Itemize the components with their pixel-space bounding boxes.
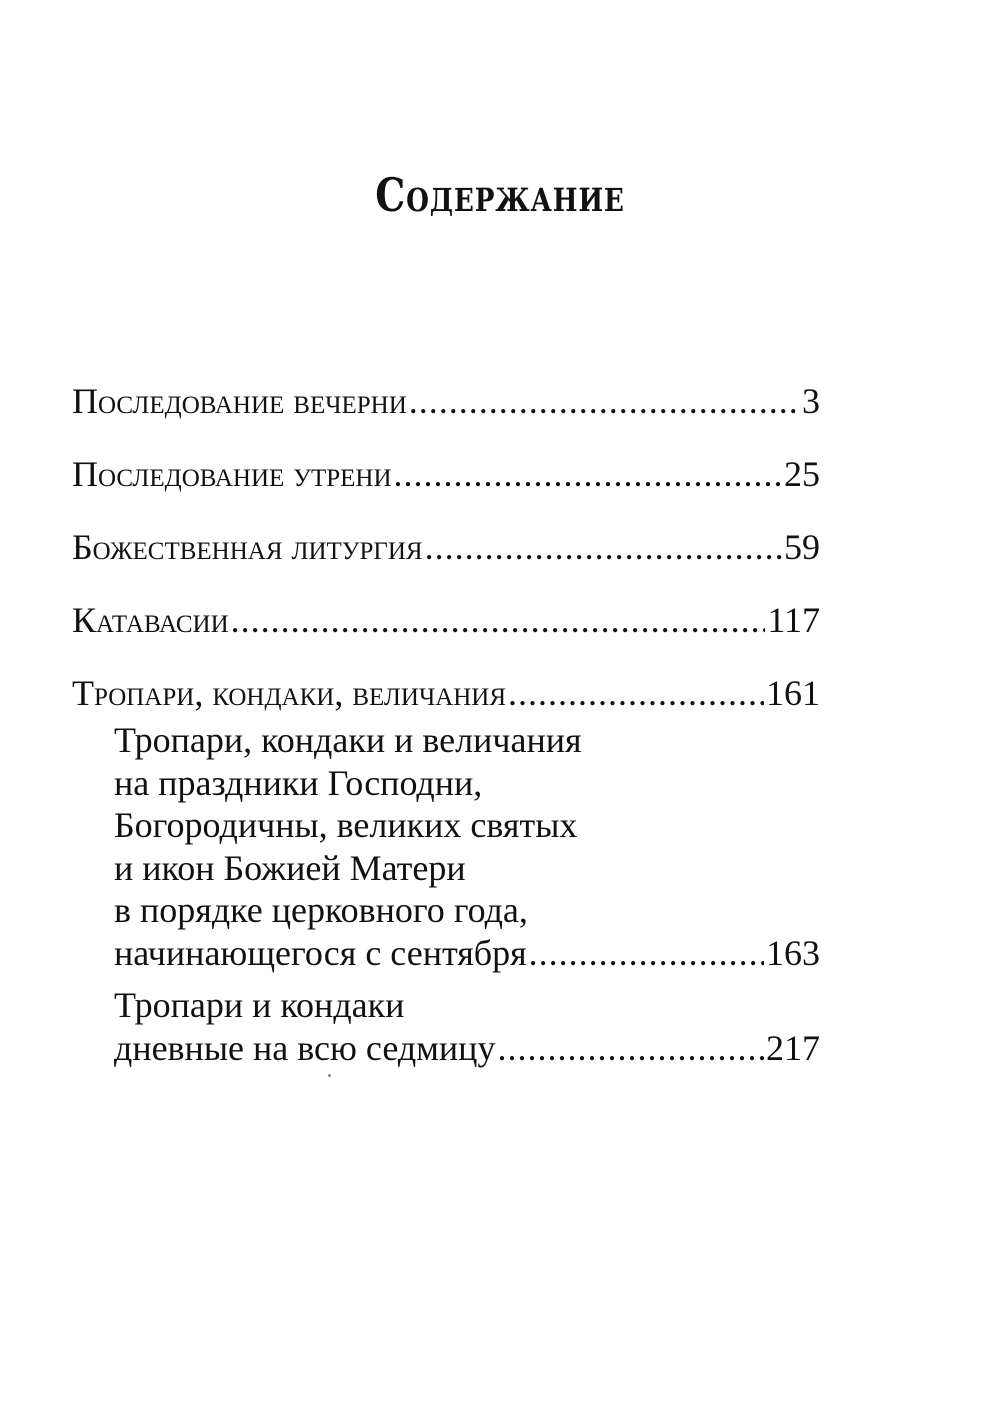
toc-entry-label: Тропари, кондаки, величания [72, 673, 507, 713]
toc-entry-katavasii[interactable] [72, 599, 820, 642]
toc-page-number: 163 [766, 932, 820, 973]
toc-entry-label: Последование утрени [72, 454, 392, 494]
dot-leader [394, 453, 782, 496]
toc-page-number: 217 [766, 1027, 820, 1068]
toc-subentry-line: Тропари и кондаки [114, 985, 405, 1025]
toc-page-number: 59 [784, 527, 820, 567]
toc-page-number: 3 [802, 381, 820, 421]
toc-entry-label: Последование вечерни [72, 381, 407, 421]
dot-leader [497, 1027, 764, 1070]
toc-page-number: 117 [767, 600, 820, 640]
toc-entry-label: Божественная литургия [72, 527, 423, 567]
toc-subentry-line: в порядке церковного года, [114, 890, 528, 930]
toc-entry-troparia[interactable] [72, 672, 820, 715]
toc-entry-liturgy[interactable] [72, 526, 820, 569]
dot-leader [425, 526, 782, 569]
page-title: Содержание [375, 168, 625, 222]
toc-entry-matins[interactable] [72, 453, 820, 496]
toc-entry-label: Катавасии [72, 600, 229, 640]
toc-entry-label: дневные на всю седмицу [114, 1027, 496, 1068]
dot-leader [231, 599, 766, 642]
toc-subentry-line: и икон Божией Матери [114, 847, 466, 888]
toc-subentry-feasts[interactable] [114, 719, 820, 974]
toc-subentry-weekdays[interactable] [114, 984, 820, 1069]
toc-subentry-last-line [114, 932, 820, 975]
toc-entry-vespers[interactable] [72, 380, 820, 423]
toc-page-number: 25 [784, 454, 820, 494]
toc-entry-label: начинающегося с сентября [114, 932, 527, 973]
paper-speck [328, 1074, 331, 1077]
dot-leader [529, 932, 764, 975]
toc-subentry-last-line [114, 1027, 820, 1070]
toc-subentry-line: на праздники Господни, [114, 762, 483, 803]
toc-subentry-line: Тропари, кондаки и величания [114, 720, 582, 760]
toc-subentry-line: Богородичны, великих святых [114, 805, 578, 845]
toc-page-number: 161 [766, 673, 820, 713]
table-of-contents [72, 380, 820, 1079]
dot-leader [409, 380, 800, 423]
dot-leader [508, 672, 764, 715]
